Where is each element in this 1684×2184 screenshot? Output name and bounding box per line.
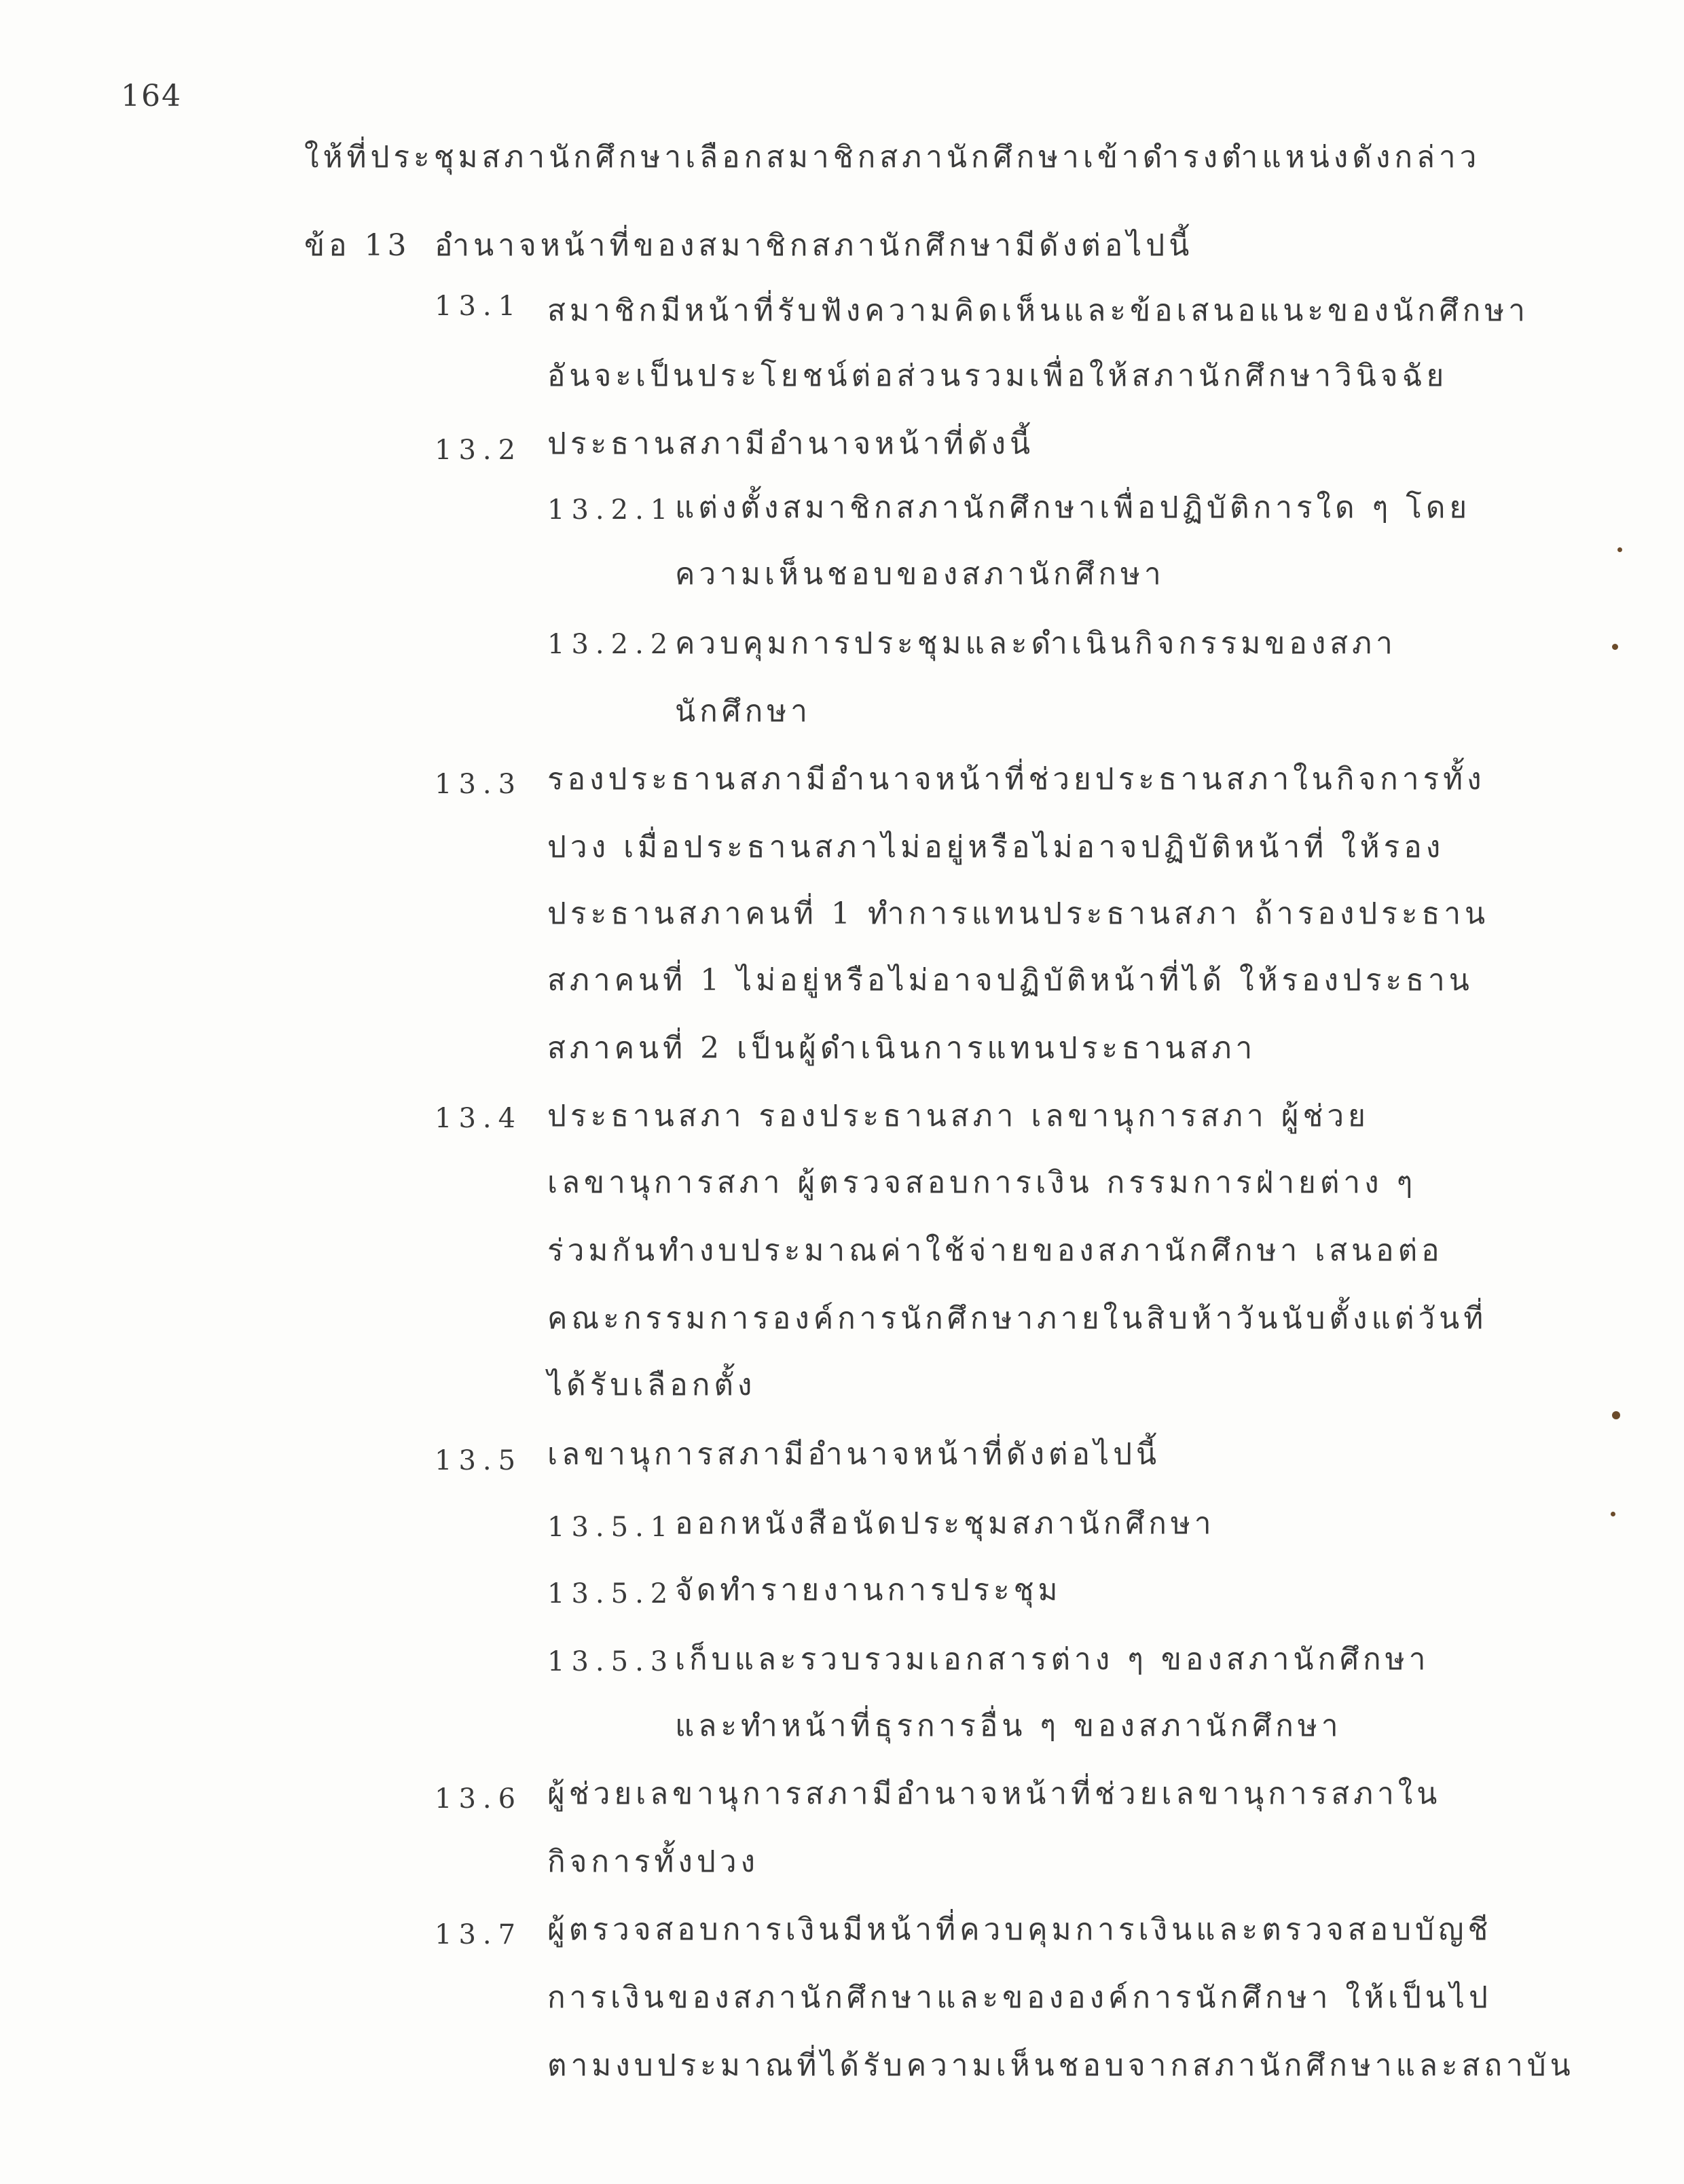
text-line: ควบคุมการประชุมและดำเนินกิจกรรมของสภา (675, 626, 1397, 661)
item-number: 13.3 (435, 769, 523, 800)
item-number: 13.7 (435, 1919, 523, 1950)
item-number: 13.4 (435, 1103, 523, 1134)
item-number: 13.2.2 (547, 629, 675, 660)
text-line: ร่วมกันทำงบประมาณค่าใช้จ่ายของสภานักศึกษา เสนอต่อ (547, 1233, 1444, 1268)
text-line: จัดทำรายงานการประชุม (675, 1573, 1062, 1607)
text-line: ได้รับเลือกตั้ง (547, 1368, 756, 1402)
text-line: ผู้ช่วยเลขานุการสภามีอำนาจหน้าที่ช่วยเลขานุการสภาใน (547, 1777, 1442, 1811)
item-number: 13.1 (435, 291, 523, 322)
text-line: อำนาจหน้าที่ของสมาชิกสภานักศึกษามีดังต่อไปนี้ (435, 228, 1194, 263)
text-line: ปวง เมื่อประธานสภาไม่อยู่หรือไม่อาจปฏิบัติหน้าที่ ให้รอง (547, 830, 1445, 864)
text-line: ความเห็นชอบของสภานักศึกษา (675, 557, 1165, 592)
scan-speck (1612, 1411, 1620, 1419)
text-line: คณะกรรมการองค์การนักศึกษาภายในสิบห้าวันนับตั้งแต่วันที่ (547, 1301, 1488, 1336)
text-line: กิจการทั้งปวง (547, 1844, 760, 1879)
clause-label: ข้อ 13 (304, 228, 411, 263)
text-line: อันจะเป็นประโยชน์ต่อส่วนรวมเพื่อให้สภานักศึกษาวินิจฉัย (547, 359, 1448, 393)
text-line: สภาคนที่ 2 เป็นผู้ดำเนินการแทนประธานสภา (547, 1031, 1257, 1066)
text-line: นักศึกษา (675, 694, 811, 729)
text-line: การเงินของสภานักศึกษาและขององค์การนักศึกษา ให้เป็นไป (547, 1980, 1492, 2015)
text-line: ประธานสภา รองประธานสภา เลขานุการสภา ผู้ช่วย (547, 1099, 1370, 1133)
text-line: แต่งตั้งสมาชิกสภานักศึกษาเพื่อปฏิบัติการใด ๆ โดย (675, 490, 1471, 525)
item-number: 13.5.1 (547, 1512, 675, 1543)
text-line: ประธานสภาคนที่ 1 ทำการแทนประธานสภา ถ้ารองประธาน (547, 896, 1490, 931)
item-number: 13.5 (435, 1445, 523, 1476)
scan-speck (1611, 1512, 1615, 1516)
text-line: ผู้ตรวจสอบการเงินมีหน้าที่ควบคุมการเงินและตรวจสอบบัญชี (547, 1912, 1493, 1947)
text-line: ให้ที่ประชุมสภานักศึกษาเลือกสมาชิกสภานักศึกษาเข้าดำรงตำแหน่งดังกล่าว (304, 140, 1481, 175)
text-line: ตามงบประมาณที่ได้รับความเห็นชอบจากสภานักศึกษาและสถาบัน (547, 2048, 1575, 2083)
scan-speck (1617, 547, 1622, 552)
item-number: 13.2 (435, 435, 523, 466)
text-line: รองประธานสภามีอำนาจหน้าที่ช่วยประธานสภาในกิจการทั้ง (547, 762, 1486, 797)
text-line: เลขานุการสภา ผู้ตรวจสอบการเงิน กรรมการฝ่ายต่าง ๆ (547, 1165, 1417, 1200)
item-number: 13.6 (435, 1783, 523, 1815)
text-line: ประธานสภามีอำนาจหน้าที่ดังนี้ (547, 426, 1035, 461)
text-line: สมาชิกมีหน้าที่รับฟังความคิดเห็นและข้อเสนอแนะของนักศึกษา (547, 293, 1529, 328)
text-line: ออกหนังสือนัดประชุมสภานักศึกษา (675, 1506, 1215, 1541)
item-number: 13.5.3 (547, 1646, 675, 1677)
item-number: 13.2.1 (547, 494, 675, 526)
text-line: เลขานุการสภามีอำนาจหน้าที่ดังต่อไปนี้ (547, 1437, 1161, 1472)
text-line: เก็บและรวบรวมเอกสารต่าง ๆ ของสภานักศึกษา (675, 1642, 1430, 1677)
page-number: 164 (121, 79, 182, 113)
text-line: และทำหน้าที่ธุรการอื่น ๆ ของสภานักศึกษา (675, 1709, 1342, 1743)
scan-speck (1612, 644, 1618, 650)
text-line: สภาคนที่ 1 ไม่อยู่หรือไม่อาจปฏิบัติหน้าที่ได้ ให้รองประธาน (547, 963, 1474, 998)
item-number: 13.5.2 (547, 1578, 675, 1609)
